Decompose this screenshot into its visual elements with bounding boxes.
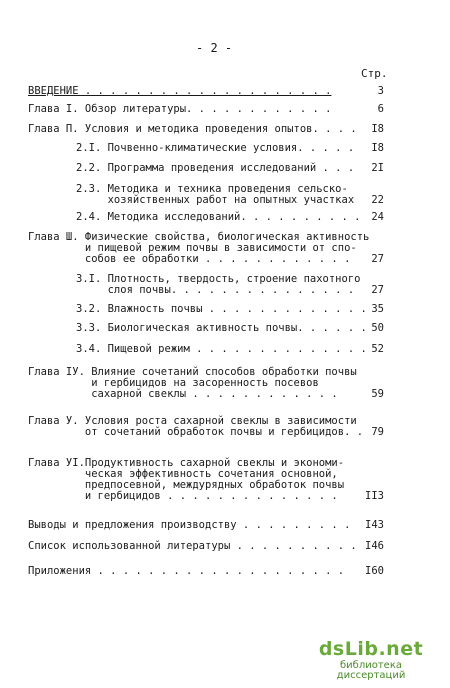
toc-entry-page: 24 (371, 211, 384, 223)
toc-entry-text: 2.I. Почвенно-климатические условия. . . . . (76, 142, 355, 154)
toc-entry-text: 3.I. Плотность, твердость, строение пахотного (76, 273, 361, 285)
toc-entry-text: и пищевой режим почвы в зависимости от спо- (28, 242, 357, 254)
toc-entry-page: 2I (371, 162, 384, 174)
page-number: - 2 - (196, 41, 233, 55)
toc-entry-page: 27 (371, 253, 384, 265)
toc-entry-text: 2.3. Методика и техника проведения сельско- (76, 183, 348, 195)
toc-entry-text: 2.4. Методика исследований. . . . . . . . . . (76, 211, 361, 223)
toc-entry-text: Глава У. Условия роста сахарной свеклы в зависимости (28, 415, 357, 427)
toc-entry-text: и гербицидов . . . . . . . . . . . . . . (28, 490, 338, 502)
toc-entry-text: слоя почвы. . . . . . . . . . . . . . . (76, 284, 355, 296)
toc-entry-text: Глава Ш. Физические свойства, биологическая активность (28, 231, 370, 243)
toc-entry-text: 3.4. Пищевой режим . . . . . . . . . . . . . . (76, 343, 367, 355)
toc-entry-page: I8 (371, 142, 384, 154)
toc-entry-text: ческая эффективность сочетания основной, (28, 468, 338, 480)
toc-entry-text: Выводы и предложения производству . . . . . . . . . (28, 519, 351, 531)
toc-entry-text: предпосевной, междурядных обработок почвы (28, 479, 345, 491)
toc-entry-text: 3.3. Биологическая активность почвы. . . . . . (76, 322, 367, 334)
toc-entry-page: 27 (371, 284, 384, 296)
watermark (306, 640, 436, 681)
toc-entry-page: 6 (377, 103, 384, 115)
toc-entry-text: ВВЕДЕНИЕ . . . . . . . . . . . . . . . . . . . . (28, 85, 332, 97)
toc-entry-page: 50 (371, 322, 384, 334)
toc-entry-text: Глава IУ. Влияние сочетаний способов обработки почвы (28, 366, 357, 378)
toc-entry-page: 52 (371, 343, 384, 355)
toc-entry-text: сахарной свеклы . . . . . . . . . . . . (28, 388, 338, 400)
toc-entry-text: Приложения . . . . . . . . . . . . . . . . . . . . (28, 565, 345, 577)
toc-entry-text: Глава УI.Продуктивность сахарной свеклы и экономи- (28, 457, 345, 469)
toc-entry-page: 22 (371, 194, 384, 206)
toc-entry-page: 59 (371, 388, 384, 400)
page-column-header: Стр. (361, 67, 388, 80)
toc-entry-text: Глава I. Обзор литературы. . . . . . . . . . . . (28, 103, 332, 115)
toc-entry-page: 3 (377, 85, 384, 97)
toc-entry-page: 35 (371, 303, 384, 315)
toc-entry-text: Глава П. Условия и методика проведения опытов. . . . (28, 123, 357, 135)
toc-entry-text: 2.2. Программа проведения исследований . . . (76, 162, 355, 174)
toc-entry-text: Список использованной литературы . . . . . . . . . . (28, 540, 357, 552)
toc-entry-page: I8 (371, 123, 384, 135)
toc-entry-text: 3.2. Влажность почвы . . . . . . . . . . . . . (76, 303, 367, 315)
toc-entry-text: от сочетаний обработок почвы и гербицидов. . (28, 426, 364, 438)
toc-entry-text: хозяйственных работ на опытных участках (76, 194, 355, 206)
toc-entry-text: собов ее обработки . . . . . . . . . . . . (28, 253, 351, 265)
watermark-logo: dsLib.net (318, 638, 424, 660)
toc-entry-page: I60 (365, 565, 384, 577)
toc-entry-text: и гербицидов на засоренность посевов (28, 377, 319, 389)
toc-entry-page: I43 (365, 519, 384, 531)
toc-entry-page: II3 (365, 490, 384, 502)
watermark-subtitle: библиотека диссертаций (336, 660, 406, 681)
toc-entry-page: I46 (365, 540, 384, 552)
toc-entry-page: 79 (371, 426, 384, 438)
